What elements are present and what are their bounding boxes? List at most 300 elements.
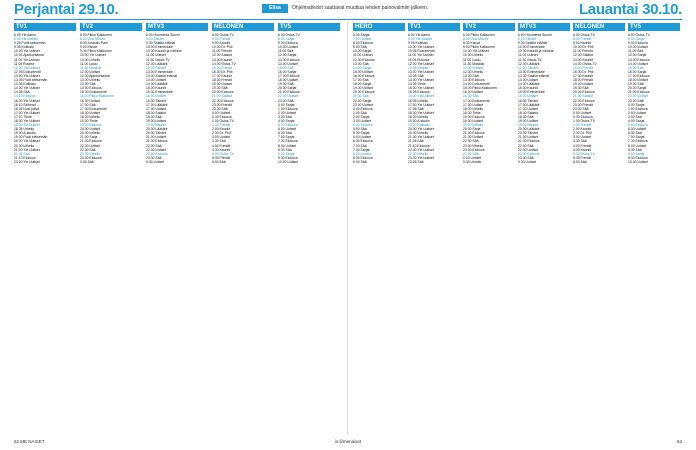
program-listing: 14.00 Elokuva xyxy=(80,86,102,91)
program-listing: 5.00 Ostos-TV xyxy=(212,151,234,156)
program-listing: 11.00 Uutiset xyxy=(518,53,538,58)
program-listing: 7.00 Sarjat xyxy=(628,135,645,140)
program-listing: 16.00 Pikku Kakkonen xyxy=(80,94,114,99)
program-listing: 11.00 Sää xyxy=(628,49,644,54)
program-listing: 10.00 Emmerdale xyxy=(518,45,545,50)
program-listing: 20.00 Elokuva xyxy=(353,90,375,95)
program-listing: 10.00 Uutiset xyxy=(628,159,648,164)
program-listing: 13.35 Kotikatu xyxy=(14,82,36,87)
program-listing: 20.00 Yle Uutiset xyxy=(408,127,434,132)
program-listing: 0.30 Sää xyxy=(80,159,94,164)
program-listing: 11.05 Rooma xyxy=(14,61,35,66)
program-listing: 21.05 Sää xyxy=(14,151,30,156)
program-listing: 13.05 Puoli seitsemän xyxy=(14,78,48,83)
program-listing: 19.00 Uutiset xyxy=(573,82,593,87)
program-listing: 8.00 Sarjat xyxy=(278,37,295,42)
program-listing: 13.30 Sää xyxy=(80,82,96,87)
program-listing: 6.00 Ostos-TV xyxy=(573,33,595,37)
program-listing: 13.00 Kauniit xyxy=(573,57,593,62)
program-listing: 0.30 Uutiset xyxy=(146,159,165,164)
program-listing: 15.00 Pikku Kakkonen xyxy=(463,86,497,91)
program-listing: 5.30 Frendit xyxy=(573,155,592,160)
program-listing: 16.00 Dr. Phil xyxy=(573,69,594,74)
program-listing: 8.30 Elokuva xyxy=(353,155,373,160)
program-listing: 18.00 Yle Uutiset xyxy=(14,118,40,123)
program-listing: 2.00 Kauniit xyxy=(573,127,591,132)
program-listing: 21.30 Uutiset xyxy=(463,135,483,140)
program-listing: 18.30 Urheilu xyxy=(80,114,101,119)
program-listing: 19.00 A-studio xyxy=(408,118,430,123)
program-listing: 9.00 Kauniit xyxy=(212,41,230,46)
program-listing: 6.00 Ostos-TV xyxy=(278,33,300,37)
left-page-number: 62 ME NAISET xyxy=(14,439,45,444)
program-listing: 21.05 Sää xyxy=(408,139,424,144)
program-listing: 18.35 Urheilu xyxy=(14,127,35,132)
program-listing: 8.30 Sää xyxy=(278,147,292,152)
program-listing: 17.10 Tiede xyxy=(14,114,32,119)
program-listing: 14.00 Ostos-TV xyxy=(212,61,236,66)
program-listing: 11.00 Uutiset xyxy=(146,53,166,58)
program-listing: 22.30 Urheilu xyxy=(463,143,484,148)
program-listing: 15.00 Kauniit xyxy=(146,86,166,91)
program-listing: 10.00 Yle Uutiset xyxy=(408,45,434,50)
program-listing: 5.00 Sää xyxy=(353,127,367,132)
program-listing: 22.00 Sää xyxy=(463,139,479,144)
program-listing: 6.00 Yle Aamu xyxy=(408,33,430,37)
program-listing: 22.00 Elokuva xyxy=(212,98,234,103)
program-listing: 20.00 Lääkärit xyxy=(518,127,540,132)
program-listing: 0.00 Uutiset xyxy=(212,110,231,115)
program-listing: 9.30 Elokuva xyxy=(278,155,298,160)
program-listing: 13.30 Elokuva xyxy=(463,78,485,83)
program-listing: 16.00 Dr. Phil xyxy=(212,69,233,74)
program-listing: 23.00 Uutiset xyxy=(353,102,373,107)
program-listing: 8.00 Elokuva xyxy=(353,41,373,46)
program-listing: 10.00 Emmerdale xyxy=(146,45,173,50)
right-page-number: 63 xyxy=(676,439,682,444)
program-listing: 6.00 Ostos-TV xyxy=(628,33,650,37)
program-listing: 10.05 Ajankohtaista xyxy=(14,53,44,58)
program-listing: 3.00 Uutiset xyxy=(353,118,372,123)
program-listing: 19.00 Uutiset xyxy=(212,82,232,87)
program-listing: 18.00 Frendit xyxy=(573,78,593,83)
program-listing: 18.30 Sää xyxy=(518,114,534,119)
program-listing: 18.00 Yle Uutiset xyxy=(408,110,434,115)
program-listing: 12.00 Sarjat xyxy=(278,53,297,58)
program-listing: 19.30 Kauniit xyxy=(518,123,538,128)
channel-header: MTV3 xyxy=(518,23,570,31)
program-listing: 11.00 Frendit xyxy=(573,49,593,54)
program-listing: 20.00 Elokuva xyxy=(573,90,595,95)
program-listing: 2.30 Dr. Phil xyxy=(212,131,231,136)
program-listing: 12.00 Uutiset xyxy=(463,65,483,70)
program-listing: 11.30 Musiikki xyxy=(80,65,102,70)
program-listing: 14.10 Elokuva xyxy=(14,94,36,99)
program-listing: 12.00 Salatut xyxy=(573,53,593,58)
program-listing: 6.30 Elokuva xyxy=(353,139,373,144)
program-listing: 21.00 Uutiset xyxy=(146,135,166,140)
program-listing: 13.30 Salatut elämät xyxy=(518,73,550,78)
program-listing: 19.30 Kotikatu xyxy=(408,123,430,128)
program-listing: 11.05 Elokuva xyxy=(408,57,430,62)
program-listing: 9.00 Kauniit xyxy=(573,41,591,46)
program-listing: 13.00 Elokuva xyxy=(628,57,650,62)
program-listing: 4.30 Kauniit xyxy=(573,147,591,152)
program-listing: 17.00 Dokumentti xyxy=(463,98,490,103)
program-listing: 1.00 Elokuva xyxy=(628,106,648,111)
program-listing: 12.00 Lääkärit xyxy=(146,61,168,66)
program-listing: 0.00 Sarjat xyxy=(278,102,295,107)
program-listing: 19.00 Uutiset xyxy=(518,118,538,123)
channel-header: TV1 xyxy=(408,23,460,31)
program-listing: 13.00 Kauniit xyxy=(212,57,232,62)
program-listing: 11.00 Uutiset xyxy=(353,53,373,58)
program-listing: 13.00 Urheilu xyxy=(80,78,101,83)
schedule-disclaimer: Ohjelmatiedot saattavat muuttua lehden painovalmiin jälkeen. xyxy=(292,5,429,11)
program-listing: 19.00 A-studio xyxy=(14,131,36,136)
program-listing: 8.30 Kissat xyxy=(463,41,480,46)
program-listing: 8.00 Uusi Muumi xyxy=(80,37,106,42)
program-listing: 21.30 Elokuva xyxy=(518,139,540,144)
program-listing: 8.00 Sarjat xyxy=(628,37,645,42)
program-listing: 7.00 Sarjat xyxy=(278,135,295,140)
program-listing: 16.00 Uutiset xyxy=(463,90,483,95)
program-listing: 12.00 Uutiset xyxy=(80,69,100,74)
program-listing: 15.00 Frendit xyxy=(212,65,232,70)
channel-column xyxy=(14,22,76,434)
program-listing: 6.00 Huomenta Suomi xyxy=(146,33,180,37)
program-listing: 18.00 Salatut xyxy=(146,110,166,115)
program-listing: 17.30 Dokumentti xyxy=(80,106,107,111)
program-listing: 11.30 Ostos-TV xyxy=(518,57,542,62)
program-listing: 18.00 Uutiset xyxy=(628,78,648,83)
program-listing: 8.00 Frendit xyxy=(212,37,231,42)
program-listing: 8.30 Jurassic Park xyxy=(80,41,108,46)
program-listing: 17.00 Sää xyxy=(80,102,96,107)
program-listing: 9.30 Pikku Kakkonen xyxy=(80,49,112,54)
program-listing: 2.30 Dr. Phil xyxy=(573,131,592,136)
program-listing: 9.00 Sää xyxy=(353,45,367,50)
elisa-badge: Elisa xyxy=(262,4,288,13)
program-listing: 15.00 Frendit xyxy=(573,65,593,70)
program-listing: 13.05 Sää xyxy=(408,73,424,78)
program-listing: 1.30 Frendit xyxy=(573,123,592,128)
program-listing: 9.00 Sää xyxy=(353,159,367,164)
program-listing: 16.00 Yle Uutiset xyxy=(14,98,40,103)
program-listing: 22.00 Elokuva xyxy=(573,98,595,103)
program-listing: 7.30 Elokuva xyxy=(278,139,298,144)
program-listing: 4.00 Elokuva xyxy=(353,123,373,128)
program-listing: 22.00 Sää xyxy=(146,143,162,148)
program-listing: 19.00 Sää xyxy=(278,82,294,87)
program-listing: 16.30 Tähdet xyxy=(146,98,166,103)
program-listing: 12.30 Ajankohtaista xyxy=(80,73,110,78)
program-listing: 12.30 Tähdet xyxy=(518,65,538,70)
program-listing: 15.30 Emmerdale xyxy=(518,90,545,95)
channel-header: NELONEN xyxy=(573,23,625,31)
program-listing: 3.30 Sää xyxy=(573,139,587,144)
program-listing: 12.00 Sarjat xyxy=(628,53,647,58)
program-listing: 18.30 Urheilu xyxy=(408,114,429,119)
program-listing: 21.00 Yle Uutiset xyxy=(14,147,40,152)
program-listing: 3.00 Uutiset xyxy=(212,135,231,140)
program-listing: 3.00 Sää xyxy=(628,114,642,119)
program-listing: 10.00 Uutiset xyxy=(278,45,298,50)
channel-column xyxy=(80,22,142,434)
program-listing: 4.30 Kauniit xyxy=(212,147,230,152)
program-listing: 20.30 Sarja xyxy=(463,127,481,132)
program-listing: 14.00 Ostos-TV xyxy=(573,61,597,66)
program-listing: 19.00 Tiede xyxy=(80,118,98,123)
channel-header: TV5 xyxy=(628,23,680,31)
program-listing: 4.00 Sarjat xyxy=(278,118,295,123)
channel-header: TV2 xyxy=(80,23,142,31)
program-listing: 0.00 Sarjat xyxy=(628,102,645,107)
program-listing: 9.00 Pikku Kakkonen xyxy=(463,45,495,50)
program-listing: 7.30 Elokuva xyxy=(628,139,648,144)
program-listing: 5.00 Ostos-TV xyxy=(573,151,595,156)
program-listing: 20.00 Lääkärit xyxy=(146,127,168,132)
left-page-date: Perjantai 29.10. xyxy=(14,1,119,18)
program-listing: 13.00 Emmerdale xyxy=(146,69,173,74)
program-listing: 8.00 Uutiset xyxy=(353,151,372,156)
program-listing: 9.30 Salatut elämät xyxy=(146,41,176,46)
program-listing: 10.00 Yle Uutiset xyxy=(14,49,40,54)
program-listing: 20.30 Tähdet xyxy=(518,131,538,136)
program-listing: 12.00 Salatut xyxy=(212,53,232,58)
program-listing: 16.05 Urheilu xyxy=(408,98,429,103)
program-listing: 14.00 Dokumentti xyxy=(463,82,490,87)
program-listing: 1.00 Ostos-TV xyxy=(573,118,595,123)
program-listing: 10.00 Yle Uutiset xyxy=(80,53,106,58)
program-listing: 23.00 Frendit xyxy=(573,102,593,107)
program-listing: 16.30 Uutiset xyxy=(80,98,100,103)
program-listing: 9.00 Kissat xyxy=(80,45,97,50)
program-listing: 6.30 Sää xyxy=(278,131,292,136)
program-listing: 17.00 Elokuva xyxy=(628,73,650,78)
program-listing: 10.30 Kauniit ja rohkeat xyxy=(518,49,554,54)
program-listing: 21.00 Salatut xyxy=(212,94,232,99)
program-listing: 17.00 Elokuva xyxy=(278,73,300,78)
program-listing: 16.00 Sarjat xyxy=(278,69,297,74)
program-listing: 21.00 Salatut xyxy=(573,94,593,99)
program-listing: 14.00 Uutiset xyxy=(278,61,298,66)
program-listing: 16.45 Uusi päivä xyxy=(14,106,40,111)
program-listing: 5.30 Sarjat xyxy=(353,131,370,136)
program-listing: 14.00 Yle Uutiset xyxy=(408,78,434,83)
program-listing: 15.00 Kauniit xyxy=(518,86,538,91)
program-listing: 10.00 Dr. Phil xyxy=(573,45,594,50)
program-listing: 22.00 Uutiset xyxy=(80,143,100,148)
program-listing: 20.00 Sarjat xyxy=(278,86,297,91)
program-listing: 19.30 Puoli seitsemän xyxy=(14,135,48,140)
program-listing: 11.00 Sää xyxy=(278,49,294,54)
program-listing: 2.00 Kauniit xyxy=(212,127,230,132)
program-listing: 14.00 Sarjat xyxy=(353,65,372,70)
program-listing: 22.00 Sää xyxy=(518,143,534,148)
program-listing: 18.00 Sarjat xyxy=(353,82,372,87)
program-listing: 21.30 Elokuva xyxy=(146,139,168,144)
program-listing: 4.00 Frendit xyxy=(212,143,231,148)
channel-header: TV5 xyxy=(278,23,340,31)
program-listing: 14.00 Uutiset xyxy=(518,78,538,83)
channel-column xyxy=(278,22,340,434)
program-listing: 22.00 Sarjat xyxy=(353,98,372,103)
program-listing: 21.00 Yle Uutiset xyxy=(408,135,434,140)
program-listing: 18.30 Sää xyxy=(146,114,162,119)
program-listing: 9.05 Puoli seitsemän xyxy=(14,41,46,46)
program-listing: 16.10 Strömsö xyxy=(14,102,37,107)
program-listing: 6.00 Pikku Kakkonen xyxy=(80,33,112,37)
program-listing: 13.00 Yle Uutiset xyxy=(408,69,434,74)
program-listing: 17.00 Yle Uutiset xyxy=(14,110,40,115)
program-listing: 18.30 Yle Uutiset xyxy=(14,123,40,128)
program-listing: 16.00 Uutiset xyxy=(146,94,166,99)
program-listing: 15.30 Emmerdale xyxy=(146,90,173,95)
program-listing: 18.00 Urheilu xyxy=(463,106,484,111)
program-listing: 22.00 Yle Uutiset xyxy=(408,147,434,152)
program-listing: 16.00 Sarjat xyxy=(628,69,647,74)
program-listing: 9.00 Yle Uutiset xyxy=(408,37,432,42)
program-listing: 3.00 Uutiset xyxy=(573,135,592,140)
program-listing: 18.00 Frendit xyxy=(212,78,232,83)
program-listing: 16.00 Elokuva xyxy=(353,73,375,78)
program-listing: 10.00 Yle Uutiset xyxy=(463,49,489,54)
program-listing: 21.30 Elokuva xyxy=(80,139,102,144)
program-listing: 21.00 Sarja xyxy=(80,135,98,140)
program-listing: 20.00 Yle Uutiset xyxy=(14,139,40,144)
program-listing: 22.00 Uutiset xyxy=(628,94,648,99)
program-listing: 14.05 Tiede xyxy=(408,82,426,87)
program-listing: 3.00 Sää xyxy=(278,114,292,119)
program-listing: 19.00 Uutiset xyxy=(353,86,373,91)
program-listing: 20.30 Urheilu xyxy=(80,131,101,136)
program-listing: 11.00 Frendit xyxy=(212,49,232,54)
channel-header: TV1 xyxy=(14,23,76,31)
program-listing: 19.00 Sää xyxy=(628,82,644,87)
program-listing: 9.35 Kotikatu xyxy=(14,45,34,50)
program-listing: 9.05 Kotikatu xyxy=(408,41,428,46)
program-listing: 22.30 Urheilu xyxy=(408,151,429,156)
channel-column xyxy=(212,22,274,434)
program-listing: 18.00 Uutiset xyxy=(278,78,298,83)
program-listing: 6.00 Sarjat xyxy=(353,33,370,37)
program-listing: 10.00 Uutiset xyxy=(628,45,648,50)
channel-header: HERO xyxy=(353,23,405,31)
program-listing: 12.00 Elokuva xyxy=(353,57,375,62)
program-listing: 0.00 Elokuva xyxy=(353,106,373,111)
program-listing: 6.00 Yle Aamu xyxy=(14,33,36,37)
program-listing: 23.00 Sää xyxy=(278,98,294,103)
program-listing: 20.00 Uutiset xyxy=(80,127,100,132)
program-listing: 19.30 Sää xyxy=(212,86,228,91)
program-listing: 0.00 Uutiset xyxy=(573,110,592,115)
program-listing: 17.05 Sää xyxy=(408,106,424,111)
channel-header: NELONEN xyxy=(212,23,274,31)
program-listing: 20.00 Urheilu xyxy=(463,123,484,128)
program-listing: 9.30 Elokuva xyxy=(628,155,648,160)
footer-url: is.fi/menaiset xyxy=(334,439,362,444)
channel-header: MTV3 xyxy=(146,23,208,31)
page-header xyxy=(0,0,696,18)
program-listing: 19.30 Sää xyxy=(573,86,589,91)
program-listing: 5.30 Frendit xyxy=(212,155,231,160)
program-listing: 23.30 Sää xyxy=(573,106,589,111)
program-listing: 7.30 Sarjat xyxy=(353,147,370,152)
program-listing: 15.05 Elokuva xyxy=(408,90,430,95)
program-listing: 9.00 Elokuva xyxy=(278,41,298,46)
program-listing: 20.30 Tähdet xyxy=(146,131,166,136)
program-listing: 16.00 Yle Uutiset xyxy=(408,94,434,99)
program-listing: 19.30 Elokuva xyxy=(80,123,102,128)
program-listing: 10.30 Urheilu xyxy=(80,57,101,62)
program-listing: 0.30 Uutiset xyxy=(518,159,537,164)
program-listing: 12.00 Yle Uutiset xyxy=(14,65,40,70)
program-listing: 13.00 Yle Uutiset xyxy=(14,73,40,78)
channel-header: TV2 xyxy=(463,23,515,31)
program-listing: 14.05 Sää xyxy=(14,90,30,95)
program-listing: 10.30 Urheilu xyxy=(463,53,484,58)
program-listing: 9.00 Elokuva xyxy=(628,41,648,46)
program-listing: 15.30 Dokumentti xyxy=(80,90,107,95)
program-listing: 8.30 Sää xyxy=(628,147,642,152)
program-listing: 14.30 Lääkärit xyxy=(518,82,540,87)
program-listing: 17.00 Sää xyxy=(353,78,369,83)
program-listing: 9.00 Tähdet xyxy=(146,37,165,42)
program-listing: 1.00 Ostos-TV xyxy=(212,118,234,123)
program-listing: 1.00 Sää xyxy=(353,110,367,115)
program-listing: 14.00 Uutiset xyxy=(628,61,648,66)
program-listing: 7.00 Sää xyxy=(353,143,367,148)
program-listing: 11.00 Yle Uutiset xyxy=(408,53,434,58)
program-listing: 6.00 Uutiset xyxy=(278,127,297,132)
program-listing: 9.00 Yle Uutiset xyxy=(14,37,38,42)
program-listing: 5.00 Elokuva xyxy=(628,123,648,128)
program-listing: 2.00 Sarjat xyxy=(353,114,370,119)
program-listing: 13.00 Sää xyxy=(463,73,479,78)
program-listing: 10.00 Uutiset xyxy=(278,159,298,164)
program-listing: 13.00 Emmerdale xyxy=(518,69,545,74)
channel-column xyxy=(518,22,570,434)
program-listing: 23.00 Elokuva xyxy=(146,151,168,156)
page-gutter xyxy=(347,22,348,434)
program-listing: 21.00 Elokuva xyxy=(463,131,485,136)
program-listing: 8.00 Frendit xyxy=(573,37,592,42)
program-listing: 9.00 Tähdet xyxy=(518,37,537,42)
channel-column xyxy=(408,22,460,434)
program-listing: 4.00 Sarjat xyxy=(628,118,645,123)
program-listing: 17.30 Uutiset xyxy=(518,106,538,111)
program-listing: 13.30 Salatut elämät xyxy=(146,73,178,78)
program-listing: 10.30 Kauniit ja rohkeat xyxy=(146,49,182,54)
program-listing: 23.30 Sää xyxy=(212,106,228,111)
program-listing: 8.00 Uutiset xyxy=(278,143,297,148)
program-listing: 0.30 Urheilu xyxy=(463,159,482,164)
program-listing: 1.30 Frendit xyxy=(212,123,231,128)
program-listing: 21.00 Sää xyxy=(353,94,369,99)
program-listing: 23.00 Frendit xyxy=(212,102,232,107)
program-listing: 18.00 Salatut xyxy=(518,110,538,115)
program-listing: 18.30 Tiede xyxy=(463,110,481,115)
program-listing: 22.30 Uutiset xyxy=(518,147,538,152)
program-listing: 19.30 Kauniit xyxy=(146,123,166,128)
program-listing: 5.00 Elokuva xyxy=(278,123,298,128)
program-listing: 19.30 Uutiset xyxy=(463,118,483,123)
program-listing: 6.00 Ostos-TV xyxy=(212,33,234,37)
program-listing: 16.30 Sää xyxy=(463,94,479,99)
program-listing: 13.00 Sää xyxy=(353,61,369,66)
channel-column xyxy=(353,22,405,434)
